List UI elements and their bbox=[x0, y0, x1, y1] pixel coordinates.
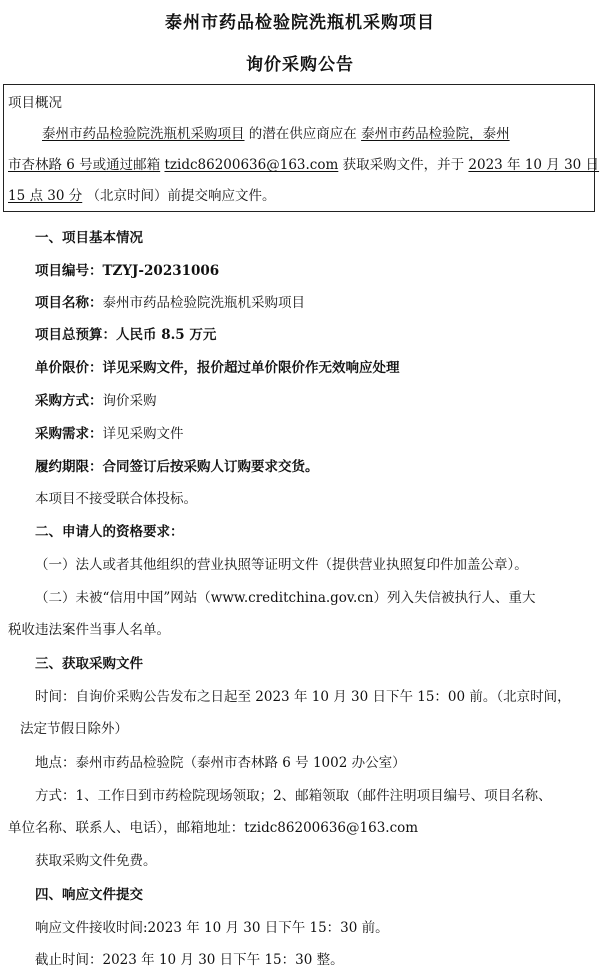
project-budget-value: 人民币 8.5 万元 bbox=[116, 327, 217, 343]
project-code-value: TZYJ-20231006 bbox=[102, 263, 220, 279]
project-name-label: 项目名称： bbox=[35, 295, 103, 311]
demand-value: 详见采购文件 bbox=[102, 426, 184, 442]
procurement-method bbox=[35, 389, 157, 409]
obtain-time-cont: 法定节假日除外） bbox=[20, 721, 128, 737]
method-value: 询价采购 bbox=[102, 393, 157, 409]
project-name bbox=[35, 291, 305, 311]
project-name-value: 泰州市药品检验院洗瓶机采购项目 bbox=[102, 295, 305, 311]
procurement-demand bbox=[35, 422, 184, 442]
qualification-item-2: （二）未被“信用中国”网站（www.creditchina.gov.cn）列入失信被执行人、重大 bbox=[35, 590, 536, 606]
overview-place-cont: 市杏林路 6 号或通过邮箱 bbox=[8, 157, 161, 173]
deadline-time: 截止时间：2023 年 10 月 30 日下午 15：30 整。 bbox=[35, 952, 344, 968]
overview-text-3: （北京时间）前提交响应文件。 bbox=[86, 188, 276, 204]
overview-email: tzidc86200636@163.com bbox=[164, 157, 339, 173]
unit-price-label: 单价限价： bbox=[35, 360, 103, 376]
document-subtitle: 询价采购公告 bbox=[246, 55, 354, 75]
overview-heading: 项目概况 bbox=[8, 95, 62, 111]
overview-project-name: 泰州市药品检验院洗瓶机采购项目 bbox=[42, 126, 245, 142]
demand-label: 采购需求： bbox=[35, 426, 103, 442]
term-value: 合同签订后按采购人订购要求交货。 bbox=[102, 459, 319, 475]
method-label: 采购方式： bbox=[35, 393, 103, 409]
section4-heading: 四、响应文件提交 bbox=[35, 887, 143, 903]
overview-date: 2023 年 10 月 30 日 bbox=[468, 157, 600, 173]
section1-heading: 一、项目基本情况 bbox=[35, 230, 143, 246]
project-overview-box bbox=[3, 84, 600, 212]
overview-line-1 bbox=[42, 122, 510, 142]
obtain-free-note: 获取采购文件免费。 bbox=[35, 853, 157, 869]
unit-price-limit bbox=[35, 356, 400, 376]
overview-line-3 bbox=[8, 184, 276, 204]
overview-text-2: 获取采购文件，并于 bbox=[342, 157, 465, 173]
term-label: 履约期限： bbox=[35, 459, 103, 475]
consortium-note: 本项目不接受联合体投标。 bbox=[35, 491, 197, 507]
project-code bbox=[35, 259, 219, 279]
document-title: 泰州市药品检验院洗瓶机采购项目 bbox=[165, 13, 435, 33]
unit-price-value: 详见采购文件，报价超过单价限价作无效响应处理 bbox=[102, 360, 400, 376]
overview-line-2 bbox=[8, 153, 599, 173]
qualification-item-1: （一）法人或者其他组织的营业执照等证明文件（提供营业执照复印件加盖公章）。 bbox=[35, 557, 528, 573]
project-budget bbox=[35, 323, 216, 343]
obtain-way-cont: 单位名称、联系人、电话），邮箱地址：tzidc86200636@163.com bbox=[8, 820, 419, 836]
obtain-way: 方式：1、工作日到市药检院现场领取；2、邮箱领取（邮件注明项目编号、项目名称、 bbox=[35, 788, 552, 804]
overview-time: 15 点 30 分 bbox=[8, 188, 83, 204]
overview-place: 泰州市药品检验院，泰州 bbox=[361, 126, 510, 142]
project-budget-label: 项目总预算： bbox=[35, 327, 116, 343]
obtain-place: 地点：泰州市药品检验院（泰州市杏林路 6 号 1002 办公室） bbox=[35, 755, 406, 771]
project-code-label: 项目编号： bbox=[35, 263, 103, 279]
performance-term bbox=[35, 455, 319, 475]
receive-time: 响应文件接收时间:2023 年 10 月 30 日下午 15：30 前。 bbox=[35, 920, 389, 936]
qualification-item-2-cont: 税收违法案件当事人名单。 bbox=[8, 622, 170, 638]
overview-text: 的潜在供应商应在 bbox=[248, 126, 357, 142]
section2-heading: 二、申请人的资格要求： bbox=[35, 524, 184, 540]
section3-heading: 三、获取采购文件 bbox=[35, 656, 143, 672]
obtain-time: 时间：自询价采购公告发布之日起至 2023 年 10 月 30 日下午 15：00 前。（北京时间， bbox=[35, 689, 571, 705]
